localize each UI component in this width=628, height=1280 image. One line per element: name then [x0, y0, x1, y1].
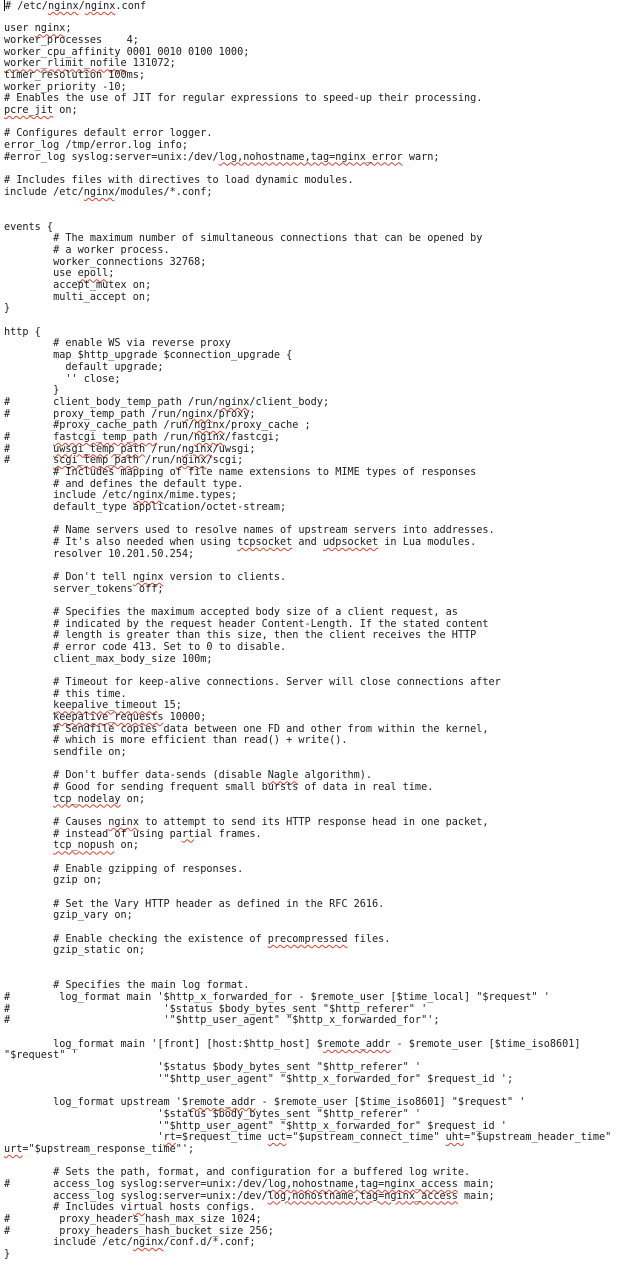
code-line: '' close;: [4, 373, 121, 385]
code-line: #error_log syslog:server=unix:/dev/log,nohostname,tag=nginx_error warn;: [4, 151, 440, 163]
code-line: use epoll;: [4, 268, 115, 280]
code-line: # proxy_headers_hash_bucket_size 256;: [4, 1225, 274, 1237]
code-line: resolver 10.201.50.254;: [4, 548, 195, 560]
misspelled-word: nginx: [175, 455, 207, 467]
code-line: [4, 922, 628, 934]
misspelled-word: nginx: [181, 443, 213, 455]
misspelled-word: log,nohostname,tag=nginx_access: [267, 1190, 458, 1202]
code-line: [4, 514, 628, 526]
code-line: # indicated by the request header Content-Length. If the stated content: [4, 618, 489, 630]
code-line: worker_rlimit_nofile 131072;: [4, 58, 176, 70]
code-line: # Configures default error logger.: [4, 128, 213, 140]
misspelled-word: udpsocket: [322, 536, 379, 548]
misspelled-word: uht: [445, 1132, 465, 1144]
code-line: # Timeout for keep-alive connections. Server will close connections after: [4, 676, 501, 688]
code-line: tcp_nopush on;: [53, 840, 139, 852]
code-line: # and defines the default type.: [4, 478, 244, 490]
code-line: # It's also needed when using tcpsocket and udpsocket in Lua modules.: [4, 536, 477, 548]
code-line: # fastcgi_temp_path /run/nginx/fastcgi;: [4, 431, 281, 443]
code-line: 'rt=$request_time uct="$upstream_connect_time" uht="$upstream_header_time": [4, 1132, 612, 1144]
code-line: multi_accept on;: [4, 291, 152, 303]
code-line: urt="$upstream_response_time"';: [4, 1143, 195, 1155]
misspelled-word: keepalive_requests: [53, 711, 164, 723]
code-content[interactable]: [4, 0, 628, 1261]
code-line: [4, 210, 628, 222]
code-line: # error code 413. Set to 0 to disable.: [4, 641, 287, 653]
misspelled-word: nginx: [84, 1, 116, 12]
misspelled-word: log,nohostname,tag=nginx_access: [267, 1178, 458, 1190]
code-line: # Causes nginx to attempt to send its HTTP response head in one packet,: [4, 817, 489, 829]
code-line: [4, 1085, 628, 1097]
misspelled-word: urt: [4, 1143, 23, 1155]
code-line: # The maximum number of simultaneous connections that can be opened by: [4, 233, 483, 245]
code-line: access_log syslog:server=unix:/dev/log,nohostname,tag=nginx_access main;: [4, 1190, 495, 1202]
code-line: # Includes files with directives to load dynamic modules.: [4, 175, 354, 187]
code-line: [4, 852, 628, 864]
code-line: gzip_static on;: [4, 945, 146, 957]
code-line: server_tokens off;: [4, 583, 164, 595]
code-line: gzip_vary on;: [4, 910, 133, 922]
misspelled-word: tcp_nopush: [53, 840, 115, 852]
code-line: gzip on;: [4, 875, 103, 887]
code-line: }: [4, 1248, 11, 1260]
code-line: worker_processes 4;: [4, 35, 139, 47]
code-line: # Sendfile copies data between one FD and other from within the kernel,: [4, 723, 489, 735]
code-line: "$request" ': [4, 1050, 78, 1062]
code-line: # Good for sending frequent small bursts of data in real time.: [4, 782, 434, 794]
code-line: worker_cpu_affinity 0001 0010 0100 1000;: [4, 46, 250, 58]
code-line: }: [4, 303, 11, 315]
code-line: [4, 12, 628, 24]
code-line: # enable WS via reverse proxy: [4, 338, 231, 350]
misspelled-word: uwsgi_temp_path: [53, 443, 146, 455]
code-line: # uwsgi_temp_path /run/nginx/uwsgi;: [4, 443, 256, 455]
misspelled-word: pcre_jit: [4, 105, 54, 117]
code-line: include /etc/nginx/conf.d/*.conf;: [4, 1237, 256, 1249]
misspelled-word: fastcgi_temp_path: [53, 431, 158, 443]
code-line: keepalive_timeout 15;: [53, 700, 182, 712]
misspelled-word: epoll: [77, 268, 109, 280]
misspelled-word: nginx: [194, 431, 225, 443]
code-line: # Name servers used to resolve names of upstream servers into addresses.: [4, 525, 495, 537]
code-line: sendfile on;: [4, 747, 127, 758]
code-line: # Don't tell nginx version to clients.: [4, 571, 287, 583]
code-line: [4, 315, 628, 327]
code-line: # instead of using partial frames.: [4, 828, 262, 840]
misspelled-word: nginx: [218, 396, 250, 408]
code-line: pcre_jit on;: [4, 105, 78, 117]
code-line: # a worker process.: [4, 245, 170, 257]
misspelled-word: nginx: [34, 23, 66, 35]
code-line: # Enable gzipping of responses.: [4, 863, 244, 875]
code-line: # Specifies the main log format.: [4, 980, 250, 992]
code-line: http {: [4, 326, 41, 338]
code-line: [4, 805, 628, 817]
misspelled-word: rt: [181, 828, 195, 840]
code-line: [4, 887, 628, 899]
code-line: # Enable checking the existence of precompressed files.: [4, 933, 391, 945]
code-line: # length is greater than this size, then the client receives the HTTP: [4, 630, 477, 642]
code-line: # Enables the use of JIT for regular expressions to speed-up their processing.: [4, 93, 483, 105]
misspelled-word: tcp_nodelay: [53, 793, 121, 805]
code-line: # /etc/nginx/nginx.conf: [5, 1, 147, 12]
misspelled-word: log,nohostname,tag=nginx_error: [218, 151, 403, 163]
misspelled-word: precompressed: [267, 933, 348, 945]
code-line: timer_resolution 100ms;: [4, 70, 146, 82]
code-line: [4, 957, 628, 969]
misspelled-word: nginx: [132, 571, 164, 583]
code-line: include /etc/nginx/mime.types;: [4, 490, 238, 502]
code-line: '$status $body_bytes_sent "$http_referer" ': [4, 1062, 422, 1074]
code-line: # Don't buffer data-sends (disable Nagle algorithm).: [4, 770, 373, 782]
code-line: events {: [4, 221, 54, 233]
code-line: map $http_upgrade $connection_upgrade {: [4, 350, 293, 362]
misspelled-word: worker_rlimit_nofile: [4, 58, 127, 70]
misspelled-word: nginx: [181, 408, 213, 420]
code-line: '"$http_user_agent" "$http_x_forwarded_for" $request_id ': [4, 1120, 507, 1132]
misspelled-word: remote_addr: [322, 1038, 391, 1050]
code-line: accept_mutex on;: [4, 280, 152, 292]
code-line: # scgi_temp_path /run/nginx/scgi;: [4, 455, 244, 467]
code-line: # '$status $body_bytes_sent "$http_referer" ': [4, 1003, 428, 1015]
code-line: keepalive_requests 10000;: [53, 711, 207, 723]
misspelled-word: Nagle: [267, 770, 299, 782]
code-line: client_max_body_size 100m;: [4, 653, 213, 665]
misspelled-word: rt: [163, 1132, 176, 1144]
misspelled-word: keepalive_timeout: [53, 700, 158, 712]
code-line: [4, 198, 628, 210]
code-line: include /etc/nginx/modules/*.conf;: [4, 186, 213, 198]
code-line: '"$http_user_agent" "$http_x_forwarded_for" $request_id ';: [4, 1073, 514, 1085]
code-line: # '"$http_user_agent" "$http_x_forwarded_for"';: [4, 1015, 440, 1027]
code-line: # Set the Vary HTTP header as defined in the RFC 2616.: [4, 898, 385, 910]
code-line: worker_priority -10;: [4, 81, 127, 93]
code-line: log_format main '[front] [host:$http_host] $remote_addr - $remote_user [$time_iso8601]: [4, 1038, 581, 1050]
code-line: # proxy_headers_hash_max_size 1024;: [4, 1213, 262, 1225]
code-line: default_type application/octet-stream;: [4, 501, 287, 513]
misspelled-word: nginx: [194, 420, 225, 432]
code-line: # access_log syslog:server=unix:/dev/log,nohostname,tag=nginx_access main;: [4, 1178, 495, 1190]
misspelled-word: nginx: [132, 1237, 164, 1249]
misspelled-word: uct: [267, 1132, 287, 1144]
code-line: [4, 969, 628, 981]
code-line: # Specifies the maximum accepted body size of a client request, as: [4, 606, 458, 618]
code-line: }: [4, 385, 60, 397]
misspelled-word: nginx: [47, 1, 79, 12]
code-line: [4, 665, 628, 677]
code-line: worker_connections 32768;: [4, 256, 207, 268]
code-line: default upgrade;: [4, 361, 164, 373]
code-line: # proxy_temp_path /run/nginx/proxy;: [4, 408, 256, 420]
misspelled-word: rt: [132, 1202, 146, 1214]
code-line: tcp_nodelay on;: [53, 793, 146, 805]
code-line: [4, 595, 628, 607]
code-line: [4, 117, 628, 129]
code-line: [4, 560, 628, 572]
code-line: [4, 759, 628, 771]
code-line: [4, 163, 628, 175]
code-line: user nginx;: [4, 23, 72, 35]
misspelled-word: remote_addr: [188, 1097, 256, 1109]
code-line: # Includes virtual hosts configs.: [4, 1202, 256, 1214]
misspelled-word: nginx: [83, 186, 115, 198]
code-line: # which is more efficient than read() + write().: [4, 735, 348, 747]
code-line: # Includes mapping of file name extensions to MIME types of responses: [4, 466, 477, 478]
code-line: error_log /tmp/error.log info;: [4, 140, 189, 152]
misspelled-word: nginx: [132, 490, 164, 502]
misspelled-word: nginx: [108, 817, 139, 829]
text-cursor: [4, 0, 5, 11]
code-line: # log_format main '$http_x_forwarded_for - $remote_user [$time_local] "$request" ': [4, 992, 550, 1004]
code-line: [4, 1156, 628, 1168]
code-line: #proxy_cache_path /run/nginx/proxy_cache ;: [4, 420, 311, 432]
code-line: # this time.: [4, 688, 127, 700]
code-line: [4, 1027, 628, 1039]
code-line: # Sets the path, format, and configuration for a buffered log write.: [4, 1167, 471, 1179]
code-line: '$status $body_bytes_sent "$http_referer" ': [4, 1108, 422, 1120]
code-line: # client_body_temp_path /run/nginx/client_body;: [4, 396, 330, 408]
code-line: log_format upstream '$remote_addr - $remote_user [$time_iso8601] "$request" ': [4, 1097, 526, 1109]
misspelled-word: tcpsocket: [237, 536, 293, 548]
misspelled-word: scgi_temp_path: [53, 455, 139, 467]
